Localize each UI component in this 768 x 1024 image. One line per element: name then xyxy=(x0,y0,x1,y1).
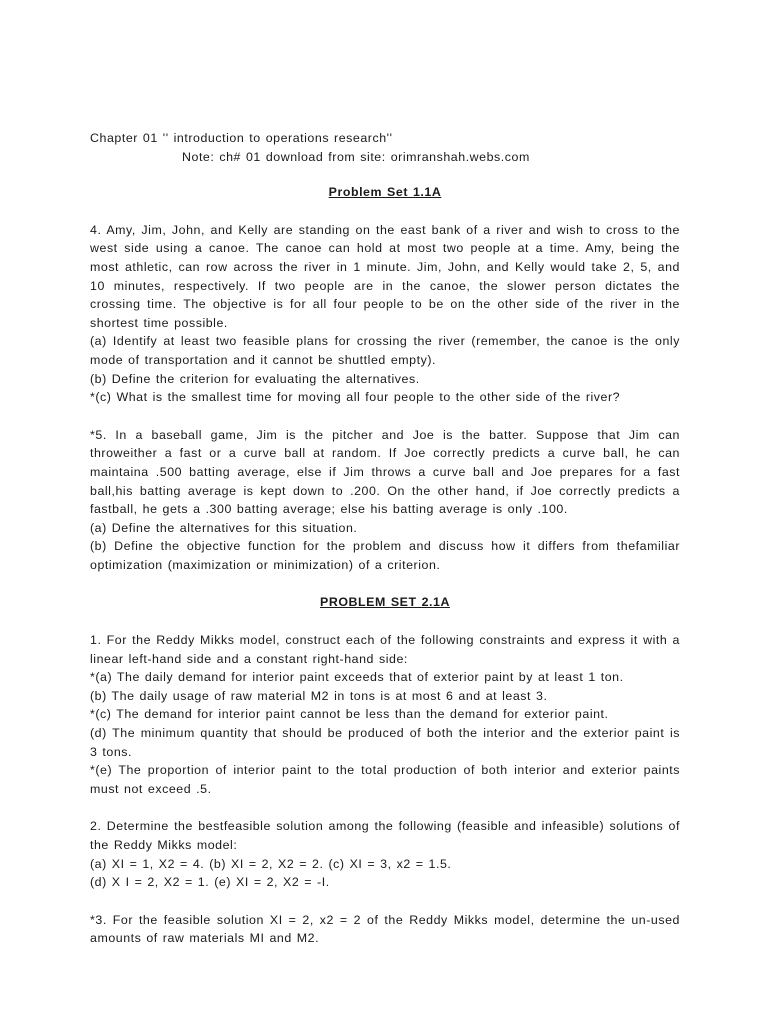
download-note: Note: ch# 01 download from site: orimranshah.webs.com xyxy=(182,149,530,164)
problem-4-part-c: *(c) What is the smallest time for moving all four people to the other side of the river? xyxy=(90,390,621,405)
problem-4-part-b: (b) Define the criterion for evaluating the alternatives. xyxy=(90,371,420,386)
problem-2-1-part-e: *(e) The proportion of interior paint to the total production of both interior and exterior paints must not exceed .5. xyxy=(90,763,680,796)
problem-2-1-part-c: *(c) The demand for interior paint cannot be less than the demand for exterior paint. xyxy=(90,707,609,722)
problem-4-part-a: (a) Identify at least two feasible plans for crossing the river (remember, the canoe is the only mode of transportation and it cannot be shuttled empty). xyxy=(90,334,680,367)
section-heading-2: PROBLEM SET 2.1A xyxy=(320,595,450,610)
problem-2-1-part-a: *(a) The daily demand for interior paint exceeds that of exterior paint by at least 1 ton. xyxy=(90,670,624,685)
problem-5-part-a: (a) Define the alternatives for this situation. xyxy=(90,520,358,535)
problem-2-3-text: *3. For the feasible solution XI = 2, x2 = 2 of the Reddy Mikks model, determine the un-used amounts of raw materials MI and M2. xyxy=(90,912,680,946)
spacer xyxy=(90,892,680,911)
spacer xyxy=(90,202,680,221)
problem-2-1-part-b: (b) The daily usage of raw material M2 in tons is at most 6 and at least 3. xyxy=(90,688,548,703)
spacer xyxy=(90,574,680,593)
spacer xyxy=(90,407,680,426)
problem-2-1-text: 1. For the Reddy Mikks model, construct each of the following constraints and express it with a linear left-hand side and a constant right-hand side: xyxy=(90,633,680,666)
spacer xyxy=(90,612,680,631)
problem-2-1-part-d: (d) The minimum quantity that should be produced of both the interior and the exterior paint is 3 tons. xyxy=(90,726,680,759)
spacer xyxy=(90,798,680,817)
problem-2-2-options-line-2: (d) X I = 2, X2 = 1. (e) XI = 2, X2 = -I. xyxy=(90,875,330,890)
problem-2-2-text: 2. Determine the bestfeasible solution among the following (feasible and infeasible) solutions of the Reddy Mikks model: xyxy=(90,819,680,852)
section-heading-1: Problem Set 1.1A xyxy=(328,185,442,200)
problem-2-2-options-line-1: (a) XI = 1, X2 = 4. (b) XI = 2, X2 = 2. (c) XI = 3, x2 = 1.5. xyxy=(90,856,452,871)
spacer xyxy=(90,166,680,183)
problem-5-part-b: (b) Define the objective function for the problem and discuss how it differs from thefamiliar optimization (maximization or minimization) of a criterion. xyxy=(90,539,680,572)
problem-5-text: *5. In a baseball game, Jim is the pitcher and Joe is the batter. Suppose that Jim can throweither a fast or a curve ball at random. If Joe correctly predicts a curve ball, he can maintaina .500 batting average, else if Jim throws a curve ball and Joe prepares for a fast ball,his batting average is kept down to .200. On the other hand, if Joe correctly predicts a fastball, he gets a .300 batting average; else his batting average is only .100. xyxy=(90,427,680,517)
problem-4-text: 4. Amy, Jim, John, and Kelly are standing on the east bank of a river and wish to cross to the west side using a canoe. The canoe can hold at most two people at a time. Amy, being the most athletic, can row across the river in 1 minute. Jim, John, and Kelly would take 2, 5, and 10 minutes, respectively. If two people are in the canoe, the slower person dictates the crossing time. The objective is for all four people to be on the other side of the river in the shortest time possible. xyxy=(90,222,680,330)
document-content xyxy=(90,129,680,948)
chapter-title: Chapter 01 '' introduction to operations research'' xyxy=(90,131,393,145)
